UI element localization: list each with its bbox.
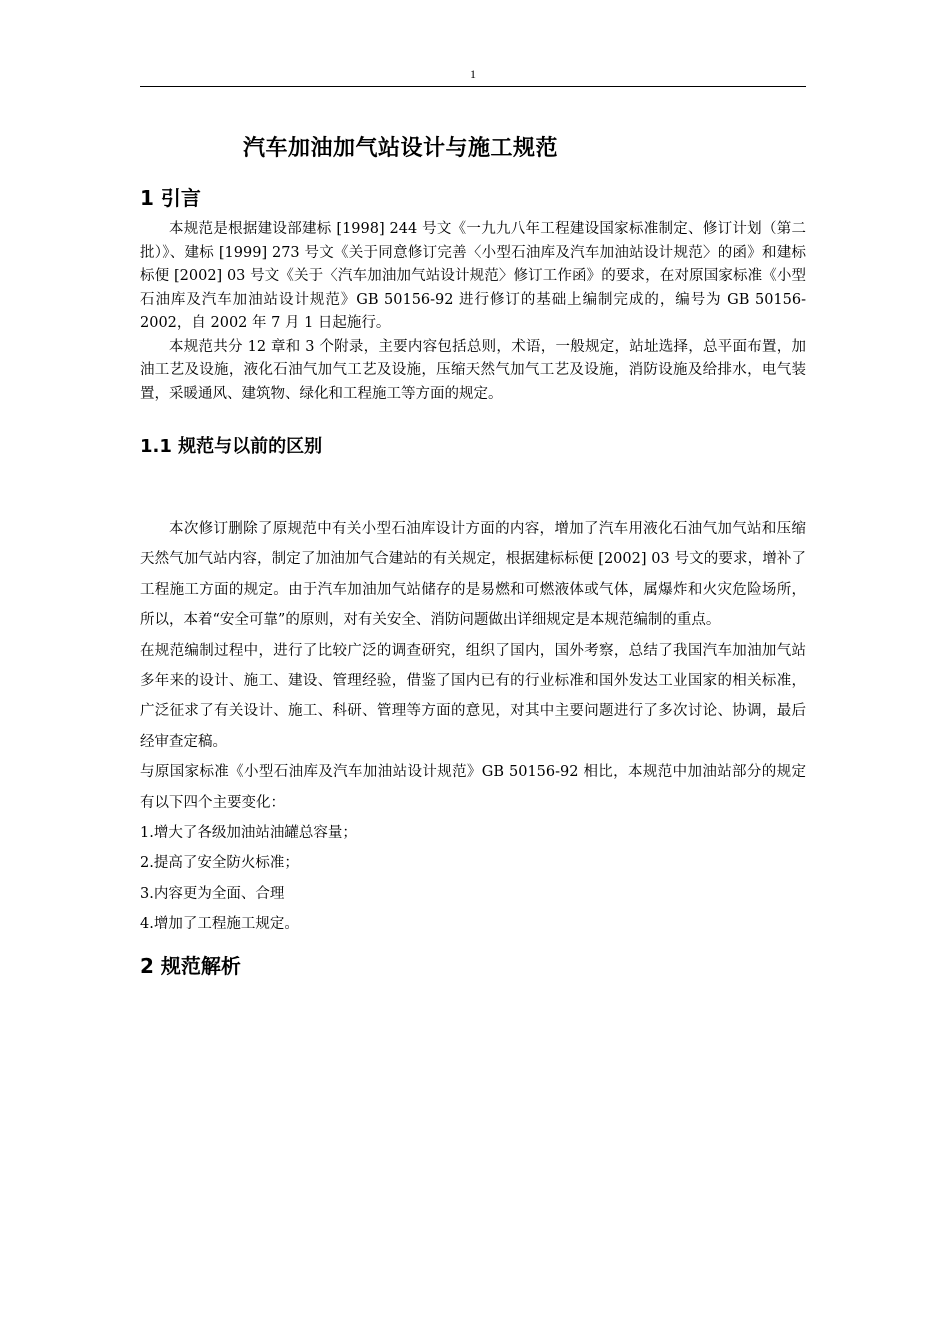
list-item: 1.增大了各级加油站油罐总容量； bbox=[140, 825, 357, 842]
section-1-1-paragraph: 本次修订删除了原规范中有关小型石油库设计方面的内容，增加了汽车用液化石油气加气站和压缩天然气加气站内容，制定了加油加气合建站的有关规定，根据建标标便 [2002] 03 号文的要求，增补了工程施工方面的规定。由于汽车加油加气站储存的是易燃和可燃液体或气体，属爆炸和火灾危险场所，所以，本着“安全可靠”的原则，对有关安全、消防问题做出详细规定是本规范编制的重点。 bbox=[140, 521, 806, 629]
page-header bbox=[140, 66, 806, 87]
list-item: 4.增加了工程施工规定。 bbox=[140, 916, 299, 933]
section-1-1-body bbox=[140, 514, 806, 940]
document-body bbox=[140, 132, 806, 982]
section-1-heading: 1 引言 bbox=[140, 186, 201, 210]
document-title: 汽车加油加气站设计与施工规范 bbox=[243, 136, 559, 161]
list-item: 2.提高了安全防火标准； bbox=[140, 855, 299, 872]
section-1-1-heading: 1.1 规范与以前的区别 bbox=[140, 436, 323, 457]
list-item: 3.内容更为全面、合理 bbox=[140, 885, 285, 902]
section-1-1-paragraph: 在规范编制过程中，进行了比较广泛的调查研究，组织了国内，国外考察，总结了我国汽车加油加气站多年来的设计、施工、建设、管理经验，借鉴了国内已有的行业标准和国外发达工业国家的相关标准，广泛征求了有关设计、施工、科研、管理等方面的意见，对其中主要问题进行了多次讨论、协调，最后经审查定稿。 bbox=[140, 642, 806, 750]
section-1-paragraph: 本规范共分 12 章和 3 个附录，主要内容包括总则，术语，一般规定，站址选择，总平面布置，加油工艺及设施，液化石油气加气工艺及设施，压缩天然气加气工艺及设施，消防设施及给排水，电气装置，采暖通风、建筑物、绿化和工程施工等方面的规定。 bbox=[140, 338, 806, 402]
section-2-heading: 2 规范解析 bbox=[140, 953, 241, 978]
section-1-1-paragraph: 与原国家标准《小型石油库及汽车加油站设计规范》GB 50156-92 相比，本规范中加油站部分的规定有以下四个主要变化： bbox=[140, 764, 806, 811]
section-1-paragraph: 本规范是根据建设部建标 [1998] 244 号文《一九九八年工程建设国家标准制定、修订计划（第二批）》、建标 [1999] 273 号文《关于同意修订完善〈小型石油库及汽车加油站设计规范〉的函》和建标标便 [2002] 03 号文《关于〈汽车加油加气站设计规范〉修订工作函》的要求，在对原国家标准《小型石油库及汽车加油站设计规范》GB 50156-92 进行修订的基础上编制完成的，编号为 GB 50156-2002，自 2002 年 7 月 1 日起施行。 bbox=[140, 221, 806, 331]
page-number: 1 bbox=[470, 67, 476, 81]
